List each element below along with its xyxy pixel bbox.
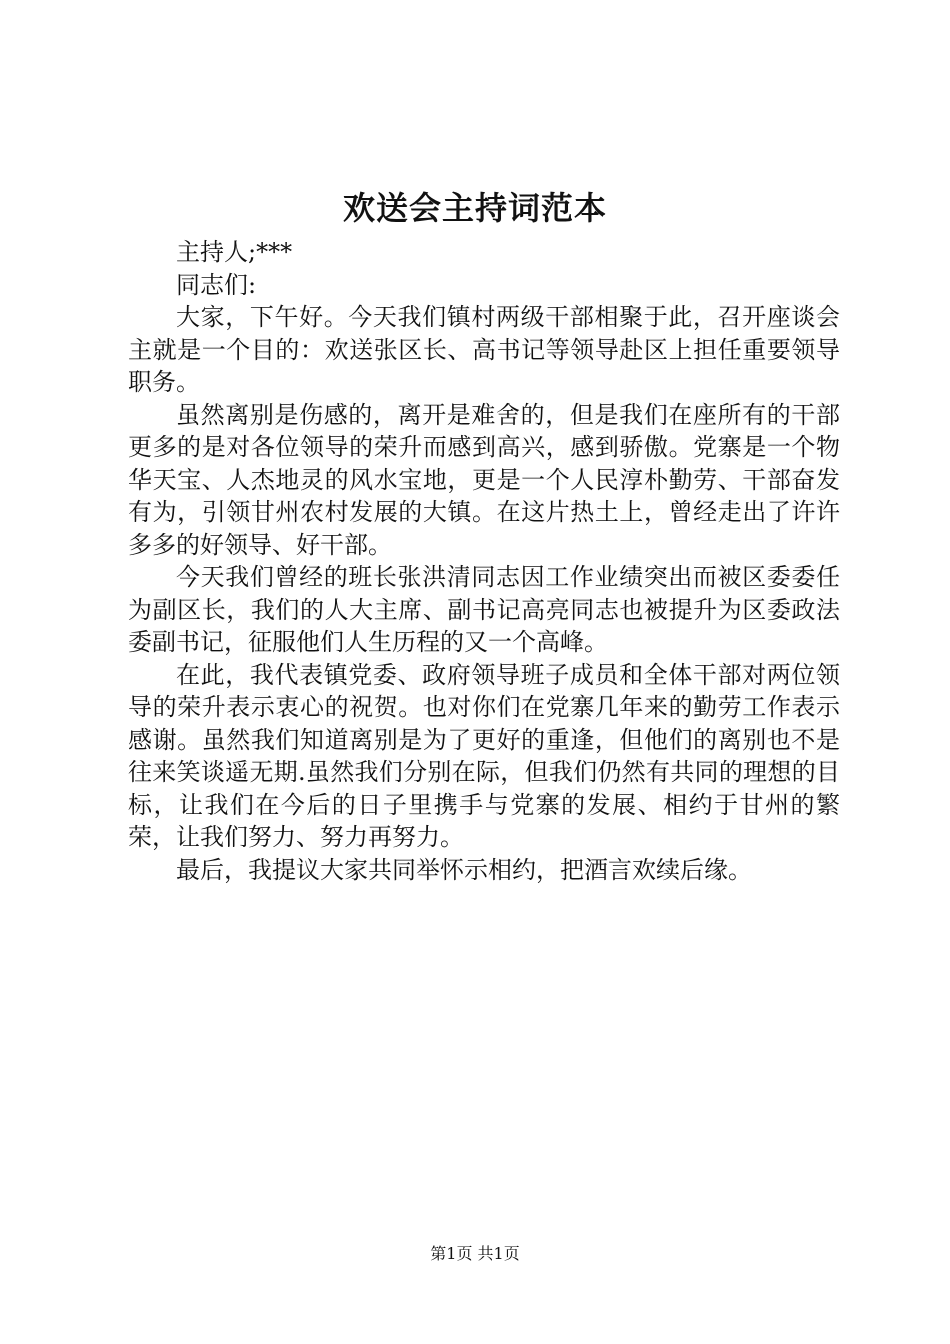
page-number-footer: 第1页 共1页 [430,1244,520,1263]
paragraph-greeting: 大家，下午好。今天我们镇村两级干部相聚于此，召开座谈会主就是一个目的：欢送张区长、高书记等领导赴区上担任重要领导职务。 [128,303,840,396]
document-body [128,236,840,886]
paragraph-closing: 最后，我提议大家共同举怀示相约，把酒言欢续后缘。 [176,855,752,884]
host-line: 主持人;*** [176,238,293,266]
document-title: 欢送会主持词范本 [342,189,607,227]
paragraph-promotions: 今天我们曾经的班长张洪清同志因工作业绩突出而被区委委任为副区长，我们的人大主席、副书记高亮同志也被提升为区委政法委副书记，征服他们人生历程的又一个高峰。 [128,563,840,656]
paragraph-congratulations: 在此，我代表镇党委、政府领导班子成员和全体干部对两位领导的荣升表示衷心的祝贺。也对你们在党寨几年来的勤劳工作表示感谢。虽然我们知道离别是为了更好的重逢，但他们的离别也不是往来笑谈遥无期.虽然我们分别在际，但我们仍然有共同的理想的目标，让我们在今后的日子里携手与党寨的发展、相约于甘州的繁荣，让我们努力、努力再努力。 [128,660,840,851]
salutation-line: 同志们: [176,270,257,299]
paragraph-farewell-feelings: 虽然离别是伤感的，离开是难舍的，但是我们在座所有的干部更多的是对各位领导的荣升而感到高兴，感到骄傲。党寨是一个物华天宝、人杰地灵的风水宝地，更是一个人民淳朴勤劳、干部奋发有为，引领甘州农村发展的大镇。在这片热土上，曾经走出了许许多多的好领导、好干部。 [128,400,840,559]
